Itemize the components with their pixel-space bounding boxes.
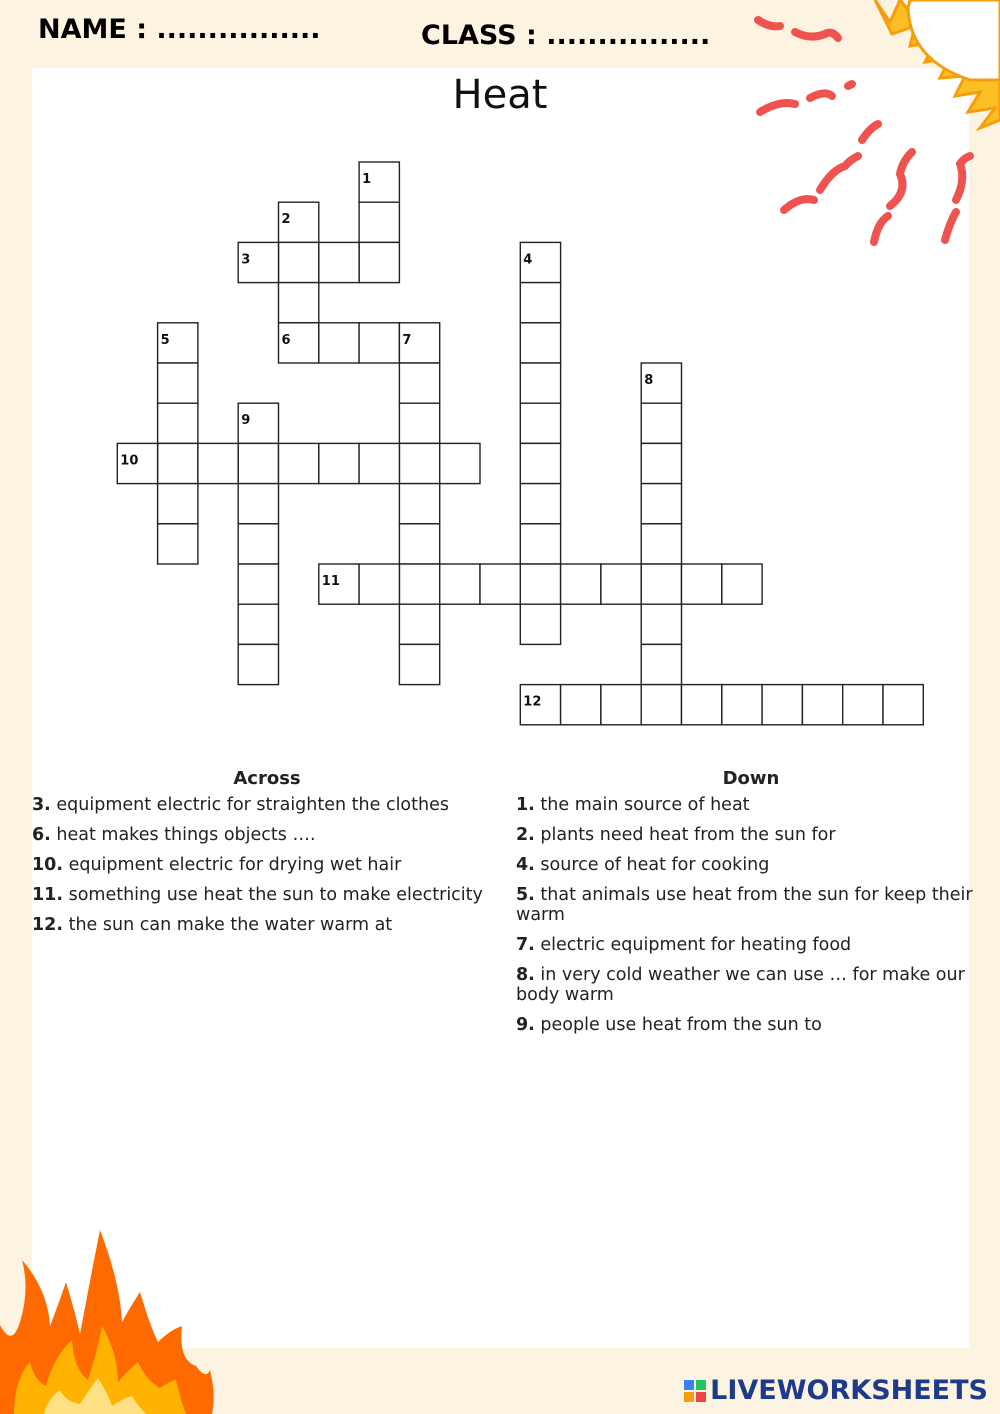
clue-text: electric equipment for heating food: [540, 935, 852, 955]
down-clue: [516, 1015, 986, 1035]
crossword-cell[interactable]: [399, 524, 439, 564]
crossword-cell[interactable]: [238, 604, 278, 644]
clue-number: 12.: [32, 915, 64, 935]
crossword-cell[interactable]: [641, 484, 681, 524]
down-clue: [516, 825, 986, 845]
clue-text: heat makes things objects ….: [56, 825, 316, 845]
across-clues: [32, 768, 502, 945]
crossword-cell[interactable]: [319, 443, 359, 483]
clue-text: people use heat from the sun to: [540, 1015, 822, 1035]
crossword-cell[interactable]: [399, 363, 439, 403]
clue-text: the main source of heat: [540, 795, 750, 815]
clue-number: 3.: [32, 795, 51, 815]
down-clue: [516, 885, 986, 925]
down-clue: [516, 855, 986, 875]
clue-number-label: 5: [160, 332, 170, 348]
crossword-cell[interactable]: [399, 443, 439, 483]
crossword-cell[interactable]: [520, 403, 560, 443]
crossword-cell[interactable]: [561, 564, 601, 604]
crossword-cell[interactable]: [682, 685, 722, 725]
crossword-cell[interactable]: [561, 685, 601, 725]
crossword-cell[interactable]: [520, 283, 560, 323]
crossword-cell[interactable]: [279, 242, 319, 282]
crossword-cell[interactable]: [641, 403, 681, 443]
crossword-cell[interactable]: [238, 484, 278, 524]
crossword-cell[interactable]: [158, 524, 198, 564]
crossword-cell[interactable]: [238, 564, 278, 604]
name-field-label: NAME : ................: [38, 14, 321, 45]
clue-number: 8.: [516, 965, 535, 985]
crossword-cell[interactable]: [238, 524, 278, 564]
crossword-cell[interactable]: [641, 644, 681, 684]
crossword-cell[interactable]: [641, 685, 681, 725]
crossword-cell[interactable]: [641, 604, 681, 644]
crossword-cell[interactable]: [883, 685, 923, 725]
clue-number-label: 10: [120, 453, 139, 469]
clue-number: 5.: [516, 885, 535, 905]
crossword-cell[interactable]: [682, 564, 722, 604]
clue-text: equipment electric for drying wet hair: [68, 855, 402, 875]
clue-number-label: 12: [523, 694, 542, 710]
crossword-cell[interactable]: [359, 242, 399, 282]
across-clue: [32, 795, 502, 815]
clue-text: something use heat the sun to make electricity: [68, 885, 483, 905]
crossword-cell[interactable]: [480, 564, 520, 604]
crossword-cell[interactable]: [520, 443, 560, 483]
across-clue: [32, 885, 502, 905]
clue-number-label: 8: [644, 373, 654, 388]
clue-number-label: 6: [281, 332, 291, 348]
down-clues: [516, 768, 986, 1045]
crossword-cell[interactable]: [802, 685, 842, 725]
crossword-cell[interactable]: [601, 685, 641, 725]
clue-number: 9.: [516, 1015, 535, 1035]
clue-number-label: 9: [241, 413, 251, 429]
crossword-cell[interactable]: [520, 564, 560, 604]
down-clue: [516, 935, 986, 955]
crossword-cell[interactable]: [399, 484, 439, 524]
down-heading: Down: [722, 768, 780, 789]
brand-name: LIVEWORKSHEETS: [710, 1375, 988, 1406]
crossword-cell[interactable]: [843, 685, 883, 725]
crossword-cell[interactable]: [158, 443, 198, 483]
crossword-cell[interactable]: [279, 283, 319, 323]
clue-number: 7.: [516, 935, 535, 955]
crossword-cell[interactable]: [722, 685, 762, 725]
crossword-cell[interactable]: [762, 685, 802, 725]
clue-number: 10.: [32, 855, 64, 875]
crossword-cell[interactable]: [158, 403, 198, 443]
crossword-cell[interactable]: [359, 564, 399, 604]
crossword-cell[interactable]: [399, 644, 439, 684]
crossword-cell[interactable]: [399, 564, 439, 604]
clue-number-label: 4: [523, 252, 533, 268]
crossword-cell[interactable]: [440, 443, 480, 483]
crossword-cell[interactable]: [440, 564, 480, 604]
across-clue: [32, 855, 502, 875]
crossword-cell[interactable]: [399, 604, 439, 644]
clue-number: 1.: [516, 795, 535, 815]
clue-number: 6.: [32, 825, 51, 845]
crossword-cell[interactable]: [359, 443, 399, 483]
crossword-cell[interactable]: [319, 323, 359, 363]
crossword-cell[interactable]: [158, 363, 198, 403]
crossword-cell[interactable]: [359, 202, 399, 242]
crossword-cell[interactable]: [601, 564, 641, 604]
across-clue: [32, 915, 502, 935]
clue-number: 2.: [516, 825, 535, 845]
crossword-cell[interactable]: [520, 363, 560, 403]
crossword-cell[interactable]: [359, 323, 399, 363]
clue-text: plants need heat from the sun for: [540, 825, 836, 845]
crossword-cell[interactable]: [158, 484, 198, 524]
fire-icon: [0, 1230, 215, 1414]
clue-number: 4.: [516, 855, 535, 875]
down-clue: [516, 965, 986, 1005]
crossword-cell[interactable]: [279, 443, 319, 483]
clue-text: source of heat for cooking: [540, 855, 770, 875]
crossword-cell[interactable]: [238, 644, 278, 684]
page-title: Heat: [452, 72, 548, 118]
crossword-cell[interactable]: [198, 443, 238, 483]
clue-text: in very cold weather we can use … for make our body warm: [516, 965, 965, 1005]
crossword-cell[interactable]: [641, 524, 681, 564]
clue-text: that animals use heat from the sun for keep their warm: [516, 885, 973, 925]
clue-number-label: 11: [321, 574, 340, 589]
crossword-cell[interactable]: [520, 323, 560, 363]
crossword-cell[interactable]: [520, 604, 560, 644]
crossword-cell[interactable]: [399, 403, 439, 443]
clue-number-label: 3: [241, 252, 251, 268]
crossword-cell[interactable]: [641, 564, 681, 604]
crossword-cell[interactable]: [319, 242, 359, 282]
clue-text: the sun can make the water warm at: [68, 915, 393, 935]
clue-number: 11.: [32, 885, 64, 905]
crossword-cell[interactable]: [520, 524, 560, 564]
crossword-cell[interactable]: [238, 443, 278, 483]
crossword-cell[interactable]: [641, 443, 681, 483]
crossword-cell[interactable]: [722, 564, 762, 604]
clue-number-label: 7: [402, 332, 412, 348]
across-heading: Across: [233, 768, 301, 789]
clue-number-label: 2: [281, 212, 291, 228]
clue-number-label: 1: [362, 172, 372, 187]
brand-icon: [684, 1380, 706, 1402]
liveworksheets-logo: [684, 1375, 988, 1406]
class-field-label: CLASS : ................: [421, 20, 711, 51]
down-clue: [516, 795, 986, 815]
clue-text: equipment electric for straighten the clothes: [56, 795, 449, 815]
across-clue: [32, 825, 502, 845]
crossword-cell[interactable]: [520, 484, 560, 524]
